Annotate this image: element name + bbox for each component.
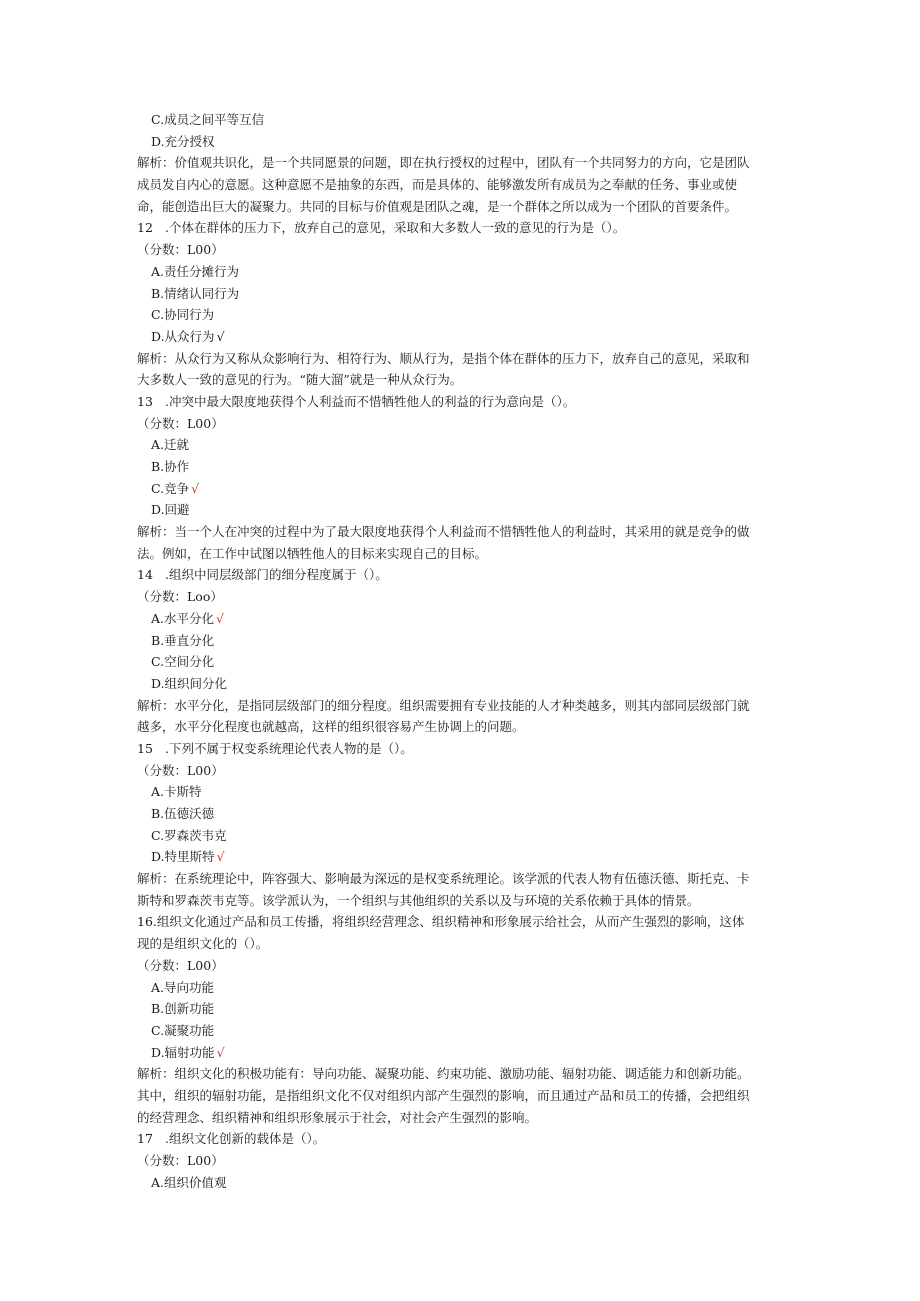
option-text: D.特里斯特 <box>151 849 215 865</box>
option-text: C.凝聚功能 <box>151 1022 215 1038</box>
answer-option <box>137 283 787 305</box>
question-text: .组织文化创新的载体是（）。 <box>165 1131 326 1147</box>
answer-option <box>137 781 787 803</box>
question-stem-line: 16.组织文化通过产品和员工传播，将组织经营理念、组织精神和形象展示给社会，从而产生强烈的影响，这体 <box>137 914 745 930</box>
correct-check-icon: √ <box>216 849 225 865</box>
correct-check-icon: √ <box>216 610 224 626</box>
question-number: 12 <box>137 220 153 236</box>
option-text: C.协同行为 <box>151 307 215 323</box>
answer-option <box>137 499 787 521</box>
analysis-line: 解析：在系统理论中，阵容强大、影响最为深远的是权变系统理论。该学派的代表人物有伍德沃德、斯托克、卡 <box>137 871 750 887</box>
analysis-line: 解析：水平分化，是指同层级部门的细分程度。组织需要拥有专业技能的人才种类越多，则其内部同层级部门就 <box>137 697 750 713</box>
answer-option <box>137 803 787 825</box>
answer-option <box>137 478 787 500</box>
option-text: D.充分授权 <box>151 133 215 149</box>
answer-option <box>137 630 787 652</box>
question-text: .个体在群体的压力下，放弃自己的意见，采取和大多数人一致的意见的行为是（）。 <box>165 220 626 236</box>
option-text: A.组织价值观 <box>151 1174 227 1190</box>
analysis-line: 大多数人一致的意见的行为。“随大溜”就是一种从众行为。 <box>137 372 463 388</box>
question-stem <box>137 391 787 413</box>
question-score: （分数：L00） <box>137 415 224 431</box>
question-score: （分数：L00） <box>137 762 224 778</box>
question-stem <box>137 217 787 239</box>
analysis-line: 解析：当一个人在冲突的过程中为了最大限度地获得个人利益而不惜牺牲他人的利益时，其采用的就是竞争的做 <box>137 524 750 540</box>
option-text: D.辐射功能 <box>151 1044 215 1060</box>
analysis-line: 的经营理念、组织精神和组织形象展示于社会，对社会产生强烈的影响。 <box>137 1109 538 1125</box>
option-text: B.创新功能 <box>151 1001 215 1017</box>
analysis-line: 斯特和罗森茨韦克等。该学派认为，一个组织与其他组织的关系以及与环境的关系依赖于具体的情景。 <box>137 892 700 908</box>
exam-content <box>137 109 787 1193</box>
option-text: B.情绪认同行为 <box>151 285 240 301</box>
analysis-line: 解析：从众行为又称从众影响行为、相符行为、顺从行为，是指个体在群体的压力下，放弃自己的意见，采取和 <box>137 350 750 366</box>
option-text: D.从众行为 <box>151 328 215 344</box>
answer-option <box>137 1042 787 1064</box>
answer-option <box>137 825 787 847</box>
question-score: （分数：L00） <box>137 242 224 258</box>
analysis-line: 其中，组织的辐射功能，是指组织文化不仅对组织内部产生强烈的影响，而且通过产品和员工的传播，会把组织 <box>137 1087 750 1103</box>
correct-check-icon: √ <box>216 328 225 344</box>
question-number: 15 <box>137 740 153 756</box>
option-text: B.垂直分化 <box>151 632 215 648</box>
option-text: C.成员之间平等互信 <box>151 112 265 127</box>
analysis-line: 命，能创造出巨大的凝聚力。共同的目标与价值观是团队之魂，是一个群体之所以成为一个团队的首要条件。 <box>137 198 738 214</box>
question-number: 17 <box>137 1131 153 1147</box>
answer-option <box>137 608 787 630</box>
option-text: B.协作 <box>151 459 190 474</box>
question-score: （分数：L00） <box>137 1153 224 1168</box>
question-text: .下列不属于权变系统理论代表人物的是（）。 <box>165 740 413 756</box>
question-score: （分数：Loo） <box>137 589 223 605</box>
option-text: C.空间分化 <box>151 654 215 670</box>
option-text: D.组织间分化 <box>151 675 228 691</box>
correct-check-icon: √ <box>216 1044 225 1060</box>
option-text: C.罗森茨韦克 <box>151 827 227 843</box>
answer-option <box>137 326 787 348</box>
option-text: A.水平分化 <box>151 610 215 626</box>
question-stem-line: 现的是组织文化的（）。 <box>137 936 269 952</box>
option-text: A.卡斯特 <box>151 784 202 800</box>
option-text: C.竞争 <box>151 480 190 496</box>
option-text: A.迁就 <box>151 437 190 453</box>
question-stem <box>137 738 787 760</box>
answer-option <box>137 304 787 326</box>
option-text: D.回避 <box>151 502 190 518</box>
answer-option <box>137 131 787 153</box>
analysis-line: 法。例如，在工作中试图以牺牲他人的目标来实现自己的目标。 <box>137 545 488 561</box>
question-text: .组织中同层级部门的细分程度属于（）。 <box>165 567 388 583</box>
answer-option <box>137 261 787 283</box>
answer-option <box>137 651 787 673</box>
question-text: .冲突中最大限度地获得个人利益而不惜牺牲他人的利益的行为意向是（）。 <box>165 393 576 409</box>
answer-option <box>137 456 787 478</box>
answer-option <box>137 1172 787 1194</box>
analysis-line: 解析：价值观共识化，是一个共同愿景的问题，即在执行授权的过程中，团队有一个共同努力的方向，它是团队 <box>137 155 750 171</box>
answer-option <box>137 673 787 695</box>
question-number: 13 <box>137 393 153 409</box>
analysis-line: 解析：组织文化的积极功能有：导向功能、凝聚功能、约束功能、激励功能、辐射功能、调适能力和创新功能。 <box>137 1066 750 1082</box>
answer-option <box>137 434 787 456</box>
option-text: B.伍德沃德 <box>151 806 215 821</box>
answer-option <box>137 977 787 999</box>
analysis-line: 成员发自内心的意愿。这种意愿不是抽象的东西，而是具体的、能够激发所有成员为之奉献的任务、事业或使 <box>137 177 738 193</box>
option-text: A.导向功能 <box>151 979 215 995</box>
answer-option <box>137 846 787 868</box>
answer-option <box>137 998 787 1020</box>
analysis-line: 越多，水平分化程度也就越高，这样的组织很容易产生协调上的问题。 <box>137 719 525 735</box>
question-stem <box>137 564 787 586</box>
question-score: （分数：L00） <box>137 957 224 973</box>
answer-option <box>137 109 787 131</box>
option-text: A.责任分摊行为 <box>151 263 240 279</box>
question-number: 14 <box>137 567 153 583</box>
correct-check-icon: √ <box>191 480 200 496</box>
question-stem <box>137 1128 787 1150</box>
answer-option <box>137 1020 787 1042</box>
